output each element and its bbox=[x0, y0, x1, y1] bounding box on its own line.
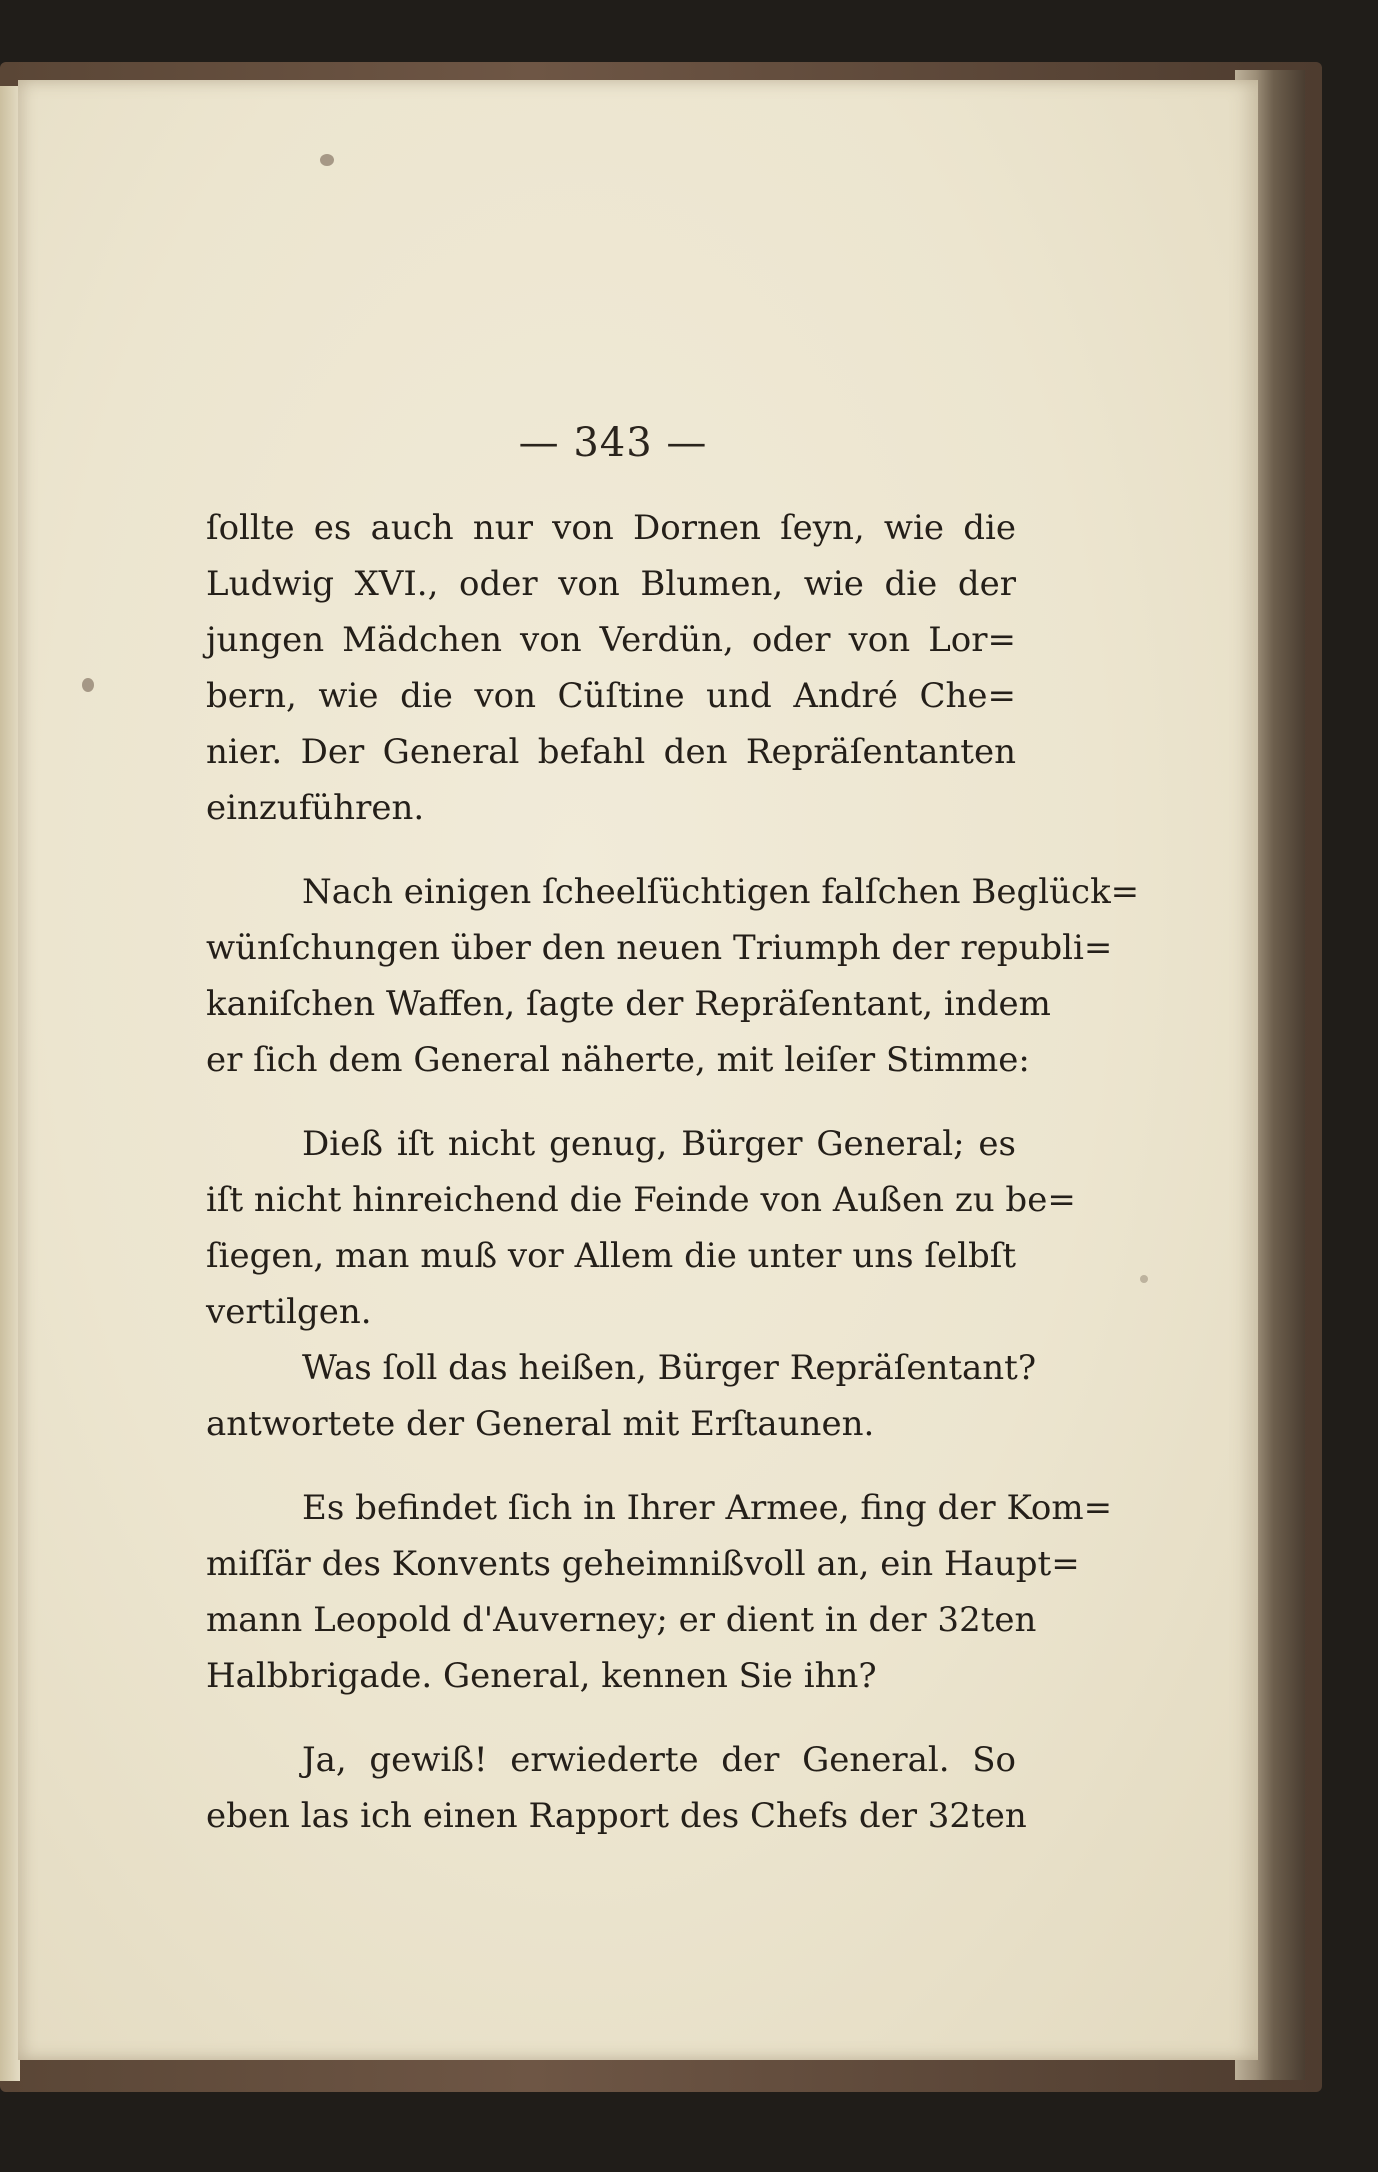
paragraph bbox=[206, 1480, 1113, 1704]
paper-stain bbox=[1140, 1275, 1148, 1283]
book-page bbox=[18, 80, 1258, 2060]
text-line: Nach einigen ſcheelſüchtigen falſchen Beglück= bbox=[302, 872, 1140, 912]
text-line: antwortete der General mit Erſtaunen. bbox=[206, 1404, 875, 1444]
text-line: ſiegen, man muß vor Allem die unter uns ſelbſt bbox=[206, 1236, 1016, 1276]
text-line: miſſär des Konvents geheimnißvoll an, ein Haupt= bbox=[206, 1544, 1080, 1584]
text-line: iſt nicht hinreichend die Feinde von Außen zu be= bbox=[206, 1180, 1076, 1220]
previous-page-edge bbox=[0, 86, 20, 2081]
paragraph bbox=[206, 864, 1140, 1088]
text-line: jungen Mädchen von Verdün, oder von Lor= bbox=[206, 620, 1016, 660]
paragraph bbox=[206, 1340, 1037, 1452]
paragraph bbox=[206, 500, 1016, 836]
text-line: Ja, gewiß! erwiederte der General. So bbox=[302, 1740, 1016, 1780]
text-line: nier. Der General befahl den Repräſentanten bbox=[206, 732, 1016, 772]
text-line: eben las ich einen Rapport des Chefs der 32ten bbox=[206, 1796, 1027, 1836]
paragraph bbox=[206, 1732, 1027, 1844]
text-line: Dieß iſt nicht genug, Bürger General; es bbox=[302, 1124, 1016, 1164]
text-line: Es befindet ſich in Ihrer Armee, fing der Kom= bbox=[302, 1488, 1113, 1528]
paragraph bbox=[206, 1116, 1076, 1340]
text-line: ſollte es auch nur von Dornen ſeyn, wie die bbox=[206, 508, 1016, 548]
paper-stain bbox=[82, 678, 94, 692]
text-line: bern, wie die von Cüſtine und André Che= bbox=[206, 676, 1016, 716]
text-line: er ſich dem General näherte, mit leiſer Stimme: bbox=[206, 1040, 1030, 1080]
body-text bbox=[206, 500, 1140, 1844]
text-line: wünſchungen über den neuen Triumph der republi= bbox=[206, 928, 1113, 968]
paper-stain bbox=[320, 154, 334, 166]
text-line: Ludwig XVI., oder von Blumen, wie die der bbox=[206, 564, 1016, 604]
text-line: Was ſoll das heißen, Bürger Repräſentant? bbox=[302, 1348, 1037, 1388]
text-line: Halbbrigade. General, kennen Sie ihn? bbox=[206, 1656, 877, 1696]
text-line: kaniſchen Waffen, ſagte der Repräſentant, indem bbox=[206, 984, 1051, 1024]
text-line: mann Leopold d'Auverney; er dient in der 32ten bbox=[206, 1600, 1037, 1640]
page-number: — 343 — bbox=[518, 420, 708, 466]
text-line: einzuführen. bbox=[206, 788, 425, 828]
text-line: vertilgen. bbox=[206, 1292, 372, 1332]
